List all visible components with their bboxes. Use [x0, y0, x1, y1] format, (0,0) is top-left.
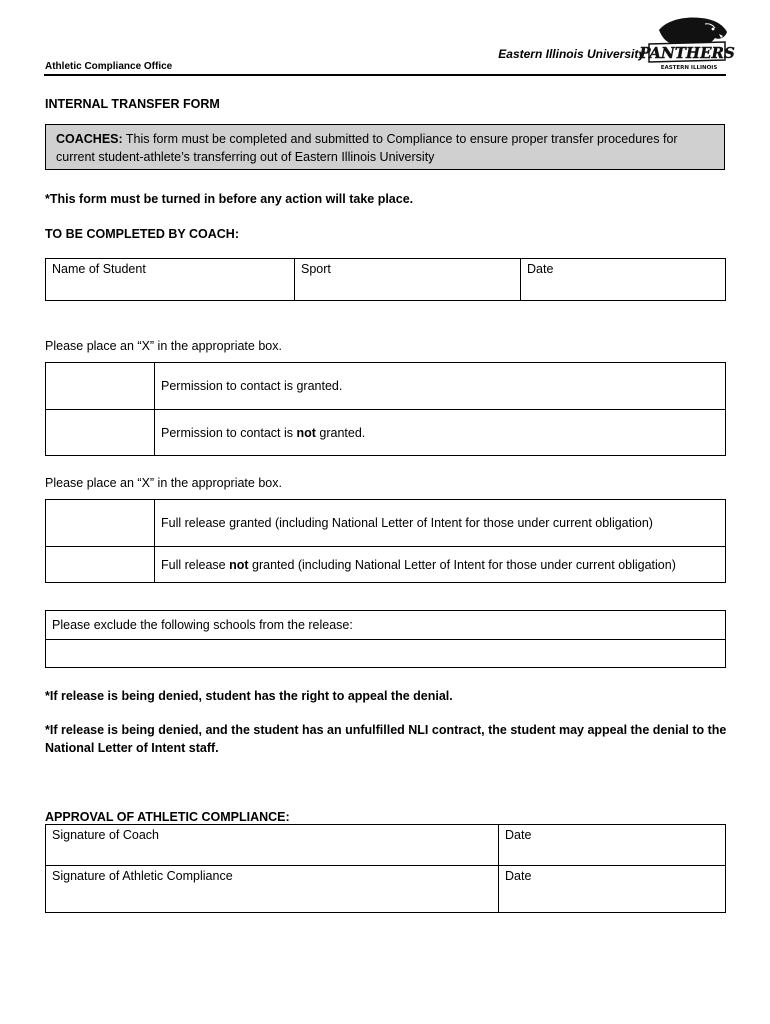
- student-name-label: Name of Student: [52, 262, 146, 276]
- release-granted-checkbox[interactable]: [46, 500, 155, 547]
- coach-signature-label: Signature of Coach: [52, 828, 160, 842]
- university-name: Eastern Illinois University: [498, 47, 645, 61]
- compliance-date-label: Date: [505, 869, 532, 883]
- exclude-schools-input[interactable]: [46, 640, 726, 668]
- contact-granted-label: Permission to contact is granted.: [155, 363, 726, 410]
- contact-not-granted-label: Permission to contact is not granted.: [155, 410, 726, 456]
- coach-date-field[interactable]: [499, 825, 726, 866]
- sport-field[interactable]: [295, 259, 521, 301]
- release-table: [45, 499, 726, 583]
- instruction-release: Please place an “X” in the appropriate box.: [45, 476, 282, 490]
- appeal-warning: *If release is being denied, student has the right to appeal the denial.: [45, 689, 453, 703]
- instruction-contact: Please place an “X” in the appropriate box.: [45, 339, 282, 353]
- contact-granted-checkbox[interactable]: [46, 363, 155, 410]
- contact-not-granted-checkbox[interactable]: [46, 410, 155, 456]
- panthers-logo-icon: [639, 14, 735, 74]
- form-title: INTERNAL TRANSFER FORM: [45, 97, 220, 111]
- student-info-table: [45, 258, 726, 301]
- approval-section-title: APPROVAL OF ATHLETIC COMPLIANCE:: [45, 810, 290, 824]
- office-name: Athletic Compliance Office: [45, 61, 173, 72]
- compliance-date-field[interactable]: [499, 866, 726, 913]
- nli-appeal-warning: *If release is being denied, and the student has an unfulfilled NLI contract, the student may appeal the denial to the National Letter of Intent staff.: [45, 723, 727, 755]
- date-field[interactable]: [521, 259, 726, 301]
- header-rule: [44, 74, 726, 76]
- coach-date-label: Date: [505, 828, 532, 842]
- release-not-granted-checkbox[interactable]: [46, 547, 155, 583]
- compliance-signature-label: Signature of Athletic Compliance: [52, 869, 233, 883]
- compliance-signature-field[interactable]: [46, 866, 499, 913]
- coach-signature-field[interactable]: [46, 825, 499, 866]
- sport-label: Sport: [301, 262, 331, 276]
- approval-table: [45, 824, 726, 913]
- release-granted-label: Full release granted (including National Letter of Intent for those under current obligation): [155, 500, 726, 547]
- turn-in-note: *This form must be turned in before any action will take place.: [45, 192, 414, 206]
- release-not-granted-label: Full release not granted (including National Letter of Intent for those under current obligation): [155, 547, 726, 583]
- student-name-field[interactable]: [46, 259, 295, 301]
- date-label: Date: [527, 262, 554, 276]
- contact-permission-table: [45, 362, 726, 456]
- notice-text: This form must be completed and submitted to Compliance to ensure proper transfer procedures for current student-athlete’s transferring out of Eastern Illinois University: [56, 132, 678, 164]
- coaches-notice: [45, 124, 725, 170]
- logo-subtext: EASTERN ILLINOIS: [660, 65, 718, 71]
- notice-label: COACHES:: [56, 132, 123, 146]
- coach-section-title: TO BE COMPLETED BY COACH:: [45, 227, 239, 241]
- exclude-schools-label: Please exclude the following schools from the release:: [46, 611, 726, 640]
- exclude-schools-table: [45, 610, 726, 668]
- logo-text: PANTHERS: [639, 44, 735, 62]
